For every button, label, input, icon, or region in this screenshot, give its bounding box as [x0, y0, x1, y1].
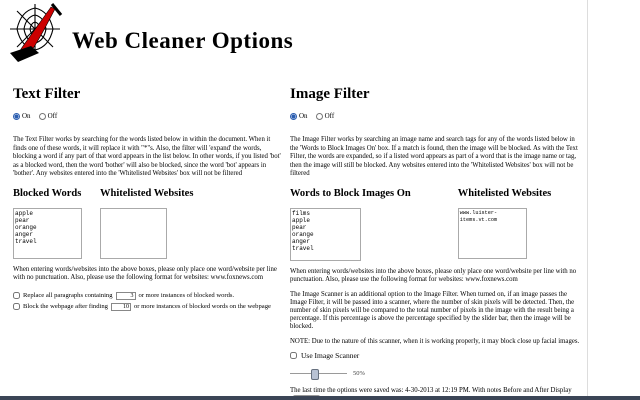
image-scanner-description: The Image Scanner is an additional option to the Image Filter. When turned on, if an image passes the Image Filter, it will be passed into a scanner, where the number of skin pixels will be detected. Then, the number of skin pixels will be compared to the total number of pixels in the image with the result being a percentage. If this percentage is above the percentage specified by the slider bar, then the image will be blocked.: [290, 290, 575, 330]
image-filter-on-label: On: [299, 112, 308, 120]
image-whitelist-group: [458, 188, 551, 261]
window-bottom-edge: [0, 396, 640, 400]
use-image-scanner-label: Use Image Scanner: [301, 350, 360, 360]
text-filter-on-label: On: [22, 112, 31, 120]
text-whitelist-group: [100, 188, 193, 259]
text-filter-off-label: Off: [47, 112, 58, 120]
blocked-words-group: [13, 188, 82, 259]
image-whitelist-textarea[interactable]: [458, 208, 527, 259]
block-webpage-checkbox[interactable]: [13, 303, 20, 310]
slider-thumb-handle[interactable]: [311, 369, 319, 380]
block-images-words-heading: Words to Block Images On: [290, 187, 411, 199]
image-scanner-note: NOTE: Due to the nature of this scanner, when it is working properly, it may block close up facial images.: [290, 337, 580, 345]
text-filter-boxes: [13, 188, 285, 259]
text-filter-on-option[interactable]: [13, 112, 31, 120]
slider-percent-value: 50%: [353, 369, 365, 377]
image-filter-on-option[interactable]: [290, 112, 308, 120]
text-format-note: When entering words/websites into the above boxes, please only place one word/website per line with no punctuation. Also, please use the following format for websites: www.foxnews.com: [13, 265, 277, 281]
image-filter-off-radio[interactable]: [316, 113, 323, 120]
image-filter-heading: Image Filter: [290, 86, 370, 102]
image-whitelist-heading: Whitelisted Websites: [457, 187, 552, 199]
page-right-border: [587, 0, 588, 396]
block-images-words-textarea[interactable]: [290, 208, 361, 261]
replace-paragraphs-label-after: or more instances of blocked words.: [138, 292, 235, 299]
image-filter-boxes: [290, 188, 584, 261]
text-filter-off-option[interactable]: [39, 112, 58, 120]
image-filter-toggle: [290, 112, 584, 120]
replace-paragraphs-label-before: Replace all paragraphs containing: [23, 292, 113, 299]
last-saved-text: The last time the options were saved was: 4-30-2013 at 12:19 PM. With notes Before and After Display: [290, 386, 572, 394]
skin-percentage-slider-row: [290, 368, 584, 379]
image-format-note: When entering words/websites into the above boxes, please only place one word/website per line with no punctuation. Also, please use the following format for websites: www.foxnews.com: [290, 267, 577, 283]
replace-paragraphs-option: [13, 292, 285, 300]
replace-paragraphs-checkbox[interactable]: [13, 292, 20, 299]
use-image-scanner-option: [290, 351, 584, 360]
use-image-scanner-checkbox[interactable]: [290, 352, 297, 359]
image-filter-on-radio[interactable]: [290, 113, 297, 120]
block-webpage-label-before: Block the webpage after finding: [23, 303, 108, 310]
replace-threshold-input[interactable]: [116, 292, 136, 300]
text-filter-on-radio[interactable]: [13, 113, 20, 120]
page-title: Web Cleaner Options: [72, 28, 294, 53]
text-filter-section: [13, 86, 285, 311]
text-whitelist-textarea[interactable]: [100, 208, 167, 259]
text-filter-description: The Text Filter works by searching for the words listed below in within the document. When it finds one of these words, it will replace it with "*"s. Also, the filter will 'expand' the words, blocking a word if any part of that word appears in the list below. In other words, if you listed 'bot' as a blocked word, then the word 'bother' will also be blocked, since the word 'bot' appears in 'bother'. Any websites entered into the 'Whitelisted Websites' box will not be filtered: [13, 136, 281, 177]
web-cleaner-logo-icon: [8, 3, 66, 65]
blocked-words-textarea[interactable]: [13, 208, 82, 259]
block-images-words-group: [290, 188, 411, 261]
text-filter-toggle: [13, 112, 285, 120]
image-filter-off-option[interactable]: [316, 112, 335, 120]
text-filter-off-radio[interactable]: [39, 113, 46, 120]
image-filter-section: [290, 86, 584, 400]
text-filter-heading: Text Filter: [13, 86, 81, 102]
block-threshold-input[interactable]: [111, 303, 131, 311]
text-whitelist-heading: Whitelisted Websites: [100, 187, 194, 199]
block-webpage-option: [13, 303, 285, 311]
image-filter-off-label: Off: [324, 112, 335, 120]
block-webpage-label-after: or more instances of blocked words on the webpage: [133, 303, 271, 310]
blocked-words-heading: Blocked Words: [13, 187, 82, 199]
image-filter-description: The Image Filter works by searching an image name and search tags for any of the words listed below in the 'Words to Block Images On' box. If a match is found, then the image will be blocked. As with the Text Filter, the words are expanded, so if a listed word appears as part of a word that is the image name or tag, then the image will still be blocked. Any websites entered into the 'Whitelisted Websites' box will not be filtered: [290, 136, 578, 177]
skin-percentage-slider[interactable]: [290, 368, 347, 379]
